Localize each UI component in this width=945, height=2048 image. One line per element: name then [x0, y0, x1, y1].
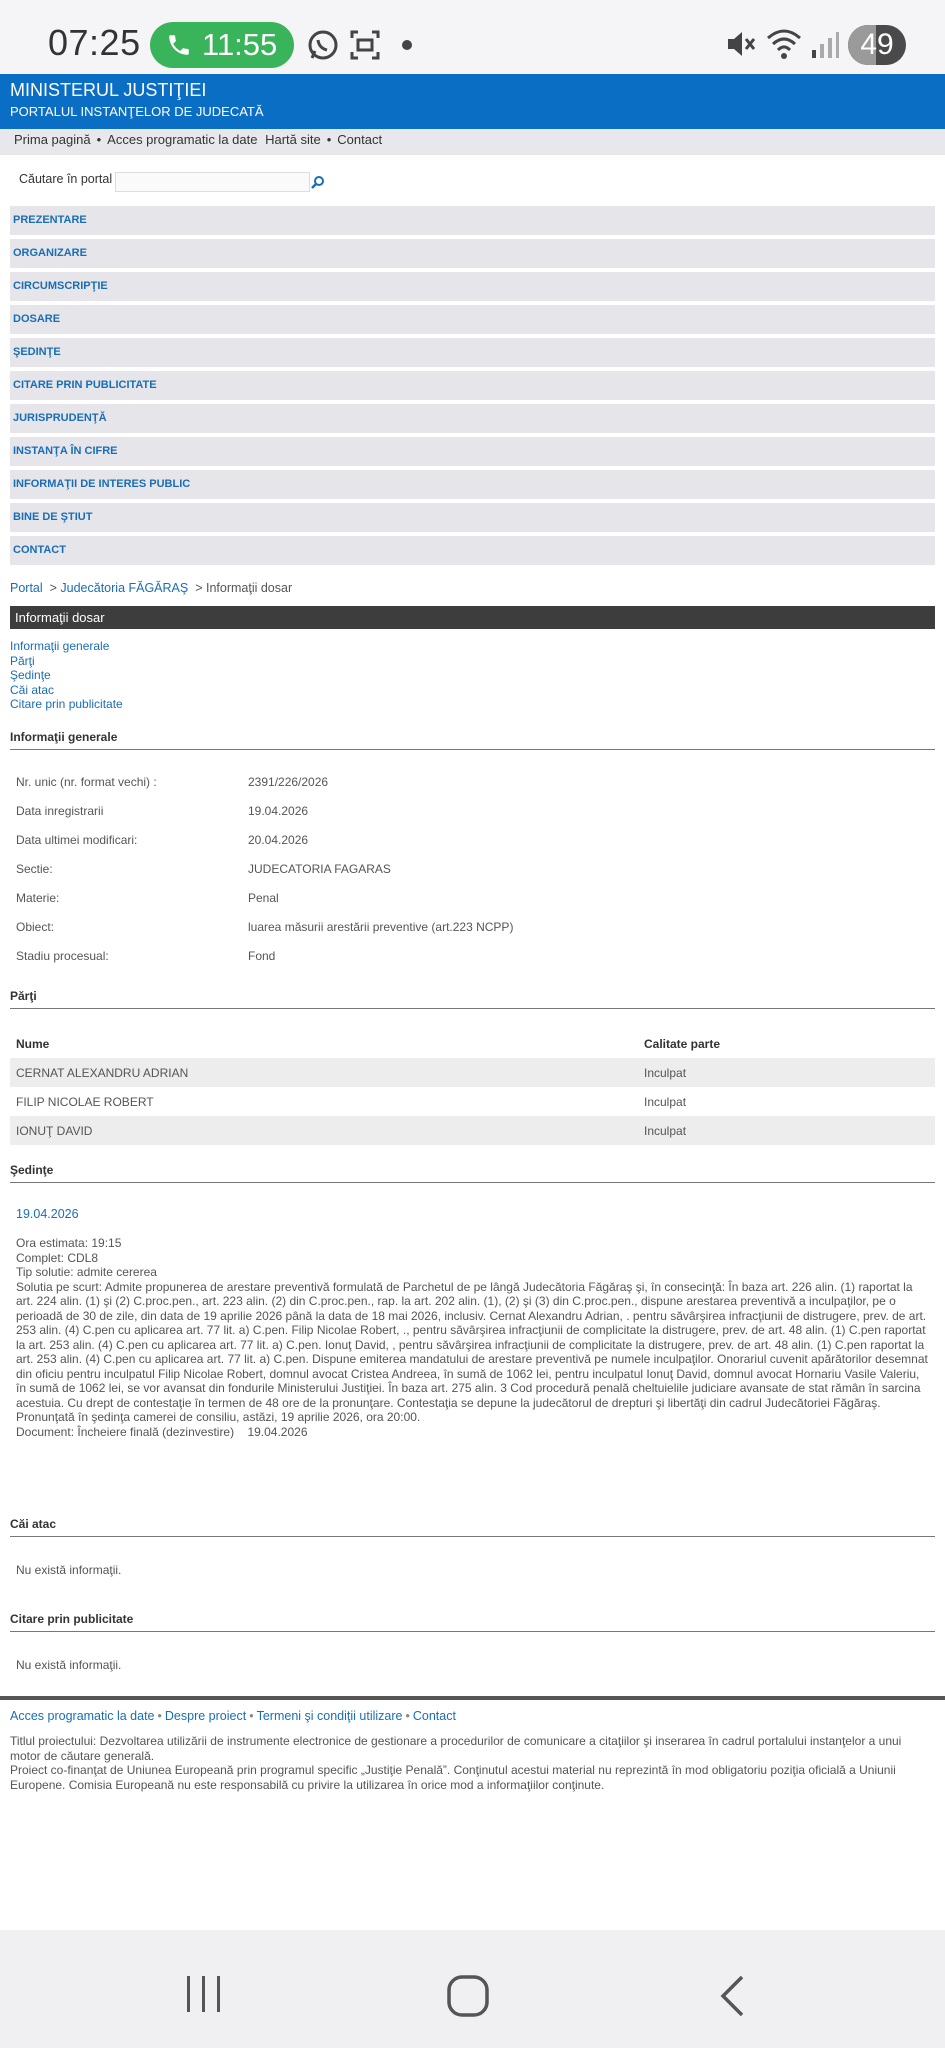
cai-atac-empty-text: Nu există informaţii. — [16, 1563, 122, 1577]
call-timer: 11:55 — [202, 27, 278, 62]
menu-prezentare[interactable]: PREZENTARE — [10, 206, 935, 235]
party-name: CERNAT ALEXANDRU ADRIAN — [16, 1066, 189, 1080]
field-value: Penal — [248, 891, 279, 905]
footer-link-terms[interactable]: Termeni şi condiţii utilizare — [256, 1709, 403, 1723]
menu-interes-public[interactable]: INFORMAŢII DE INTERES PUBLIC — [10, 470, 935, 499]
table-row — [10, 1087, 935, 1116]
hearing-panel: Complet: CDL8 — [16, 1250, 99, 1265]
menu-organizare[interactable]: ORGANIZARE — [10, 239, 935, 268]
field-value: JUDECATORIA FAGARAS — [248, 862, 391, 876]
table-header — [10, 1029, 935, 1058]
link-informatii-generale[interactable]: Informaţii generale — [10, 639, 110, 653]
site-title[interactable]: MINISTERUL JUSTIŢIEI — [10, 80, 207, 100]
footer-links — [10, 1709, 456, 1723]
menu-instanta-in-cifre[interactable]: INSTANŢA ÎN CIFRE — [10, 437, 935, 466]
field-label: Obiect: — [16, 920, 55, 934]
field-value: luarea măsurii arestării preventive (art.223 NCPP) — [248, 920, 514, 934]
breadcrumb-separator: > — [46, 581, 61, 595]
site-header — [0, 74, 945, 129]
link-parti[interactable]: Părţi — [10, 653, 35, 668]
menu-circumscriptie[interactable]: CIRCUMSCRIPŢIE — [10, 272, 935, 301]
field-label: Stadiu procesual: — [16, 949, 109, 963]
table-row — [10, 1058, 935, 1087]
breadcrumb-portal[interactable]: Portal — [10, 581, 43, 595]
topnav-contact[interactable]: Contact — [337, 132, 383, 147]
hearing-time: Ora estimata: 19:15 — [16, 1236, 122, 1250]
whatsapp-icon — [306, 28, 340, 62]
breadcrumb-current: Informaţii dosar — [205, 581, 293, 595]
topnav-home[interactable]: Prima pagină — [14, 132, 91, 147]
home-icon[interactable] — [446, 1974, 490, 2018]
hearing-solution-type: Tip solutie: admite cererea — [16, 1265, 157, 1279]
field-label: Materie: — [16, 891, 60, 905]
menu-bine-de-stiut[interactable]: BINE DE ŞTIUT — [10, 503, 935, 532]
search-label: Căutare în portal — [19, 172, 113, 186]
breadcrumb-court[interactable]: Judecătoria FĂGĂRAŞ — [60, 581, 189, 595]
notification-dot-icon — [402, 40, 412, 50]
field-label: Data inregistrarii — [16, 804, 104, 818]
party-role: Inculpat — [644, 1066, 687, 1080]
section-title-general: Informaţii generale — [10, 730, 935, 750]
party-role: Inculpat — [644, 1095, 687, 1109]
column-header-nume: Nume — [16, 1037, 50, 1051]
signal-icon — [810, 30, 840, 60]
phone-icon — [166, 32, 192, 58]
mute-icon — [724, 28, 756, 60]
breadcrumb — [10, 581, 292, 595]
field-value: 19.04.2026 — [248, 804, 309, 818]
party-role: Inculpat — [644, 1124, 687, 1138]
separator: • — [405, 1709, 410, 1723]
footer-link-contact[interactable]: Contact — [412, 1709, 456, 1723]
battery-indicator — [848, 25, 906, 65]
citare-empty-text: Nu există informaţii. — [16, 1658, 122, 1672]
field-label: Data ultimei modificari: — [16, 833, 138, 847]
wifi-icon — [766, 26, 806, 62]
link-cai-atac[interactable]: Căi atac — [10, 682, 55, 697]
search-input[interactable] — [115, 172, 310, 192]
search-icon[interactable] — [311, 175, 325, 189]
field-label: Sectie: — [16, 862, 53, 876]
parti-table — [10, 1029, 935, 1145]
menu-citare[interactable]: CITARE PRIN PUBLICITATE — [10, 371, 935, 400]
party-name: FILIP NICOLAE ROBERT — [16, 1095, 154, 1109]
footer-link-about[interactable]: Despre proiect — [164, 1709, 247, 1723]
footer-text — [10, 1734, 935, 1792]
footer-link-api[interactable]: Acces programatic la date — [10, 1709, 155, 1723]
recent-apps-icon[interactable] — [184, 1974, 224, 2014]
topnav-api[interactable]: Acces programatic la date — [107, 132, 258, 147]
section-title-cai-atac: Căi atac — [10, 1517, 935, 1537]
site-subtitle[interactable]: PORTALUL INSTANŢELOR DE JUDECATĂ — [10, 104, 264, 119]
clock: 07:25 — [48, 22, 141, 63]
section-links — [10, 639, 123, 712]
field-value: Fond — [248, 949, 276, 963]
footer-project-title: Titlul proiectului: Dezvoltarea utilizării de instrumente electronice de gestionare a procedurilor de comunicare a citaţiilor şi inserarea în cadrul portalului instanţelor a unui motor de căutare generală. — [10, 1734, 902, 1763]
link-sedinte[interactable]: Şedinţe — [10, 668, 51, 682]
menu-jurisprudenta[interactable]: JURISPRUDENŢĂ — [10, 404, 935, 433]
system-navigation-bar — [0, 1930, 945, 2048]
screenshot-icon — [348, 28, 382, 62]
back-icon[interactable] — [718, 1974, 748, 2018]
section-title-citare: Citare prin publicitate — [10, 1612, 935, 1632]
section-title-sedinte: Şedinţe — [10, 1163, 935, 1183]
separator: • — [249, 1709, 254, 1723]
topnav-sitemap[interactable]: Hartă site — [265, 132, 321, 147]
link-citare[interactable]: Citare prin publicitate — [10, 697, 123, 711]
menu-sedinte[interactable]: ŞEDINŢE — [10, 338, 935, 367]
section-title-parti: Părţi — [10, 989, 935, 1009]
footer-disclaimer: Proiect co-finanţat de Uniunea Europeană prin programul specific „Justiţie Penală”. Conţinutul acestui material nu reprezintă în mod obligatoriu poziţia oficială a Uniunii Europene. Comisia Europeană nu este responsabilă cu privire la utilizarea în orice mod a informaţiilor conţinute. — [10, 1763, 896, 1792]
party-name: IONUŢ DAVID — [16, 1124, 93, 1138]
ongoing-call-chip[interactable] — [150, 22, 294, 68]
top-navigation — [0, 129, 945, 155]
battery-level: 49 — [860, 28, 894, 61]
hearing-document: Document: Încheiere finală (dezinvestire) 19.04.2026 — [16, 1424, 308, 1439]
menu-contact[interactable]: CONTACT — [10, 536, 935, 565]
field-value: 20.04.2026 — [248, 833, 309, 847]
status-bar — [0, 0, 945, 74]
hearing-solution-summary: Solutia pe scurt: Admite propunerea de arestare preventivă formulată de Parchetul de pe lângă Judecătoria Făgăraş şi, în consecinţă: În baza art. 226 alin. (1) raportat la art. 224 alin. (1) şi (2) C.proc.pen., art. 223 alin. (2) din C.proc.pen., rap. la art. 202 alin. (1), (2) şi (3) din C.proc.pen., dispune arestarea preventivă a inculpaţilor, pe o perioadă de 30 de zile, din data de 19 aprilie 2026 până la data de 18 mai 2026, inclusiv. Cernat Alexandru Adrian, . pentru săvârşirea infracţiunii de distrugere, prev. de art. 253 alin. (4) C.pen cu aplicarea art. 77 lit. a) C.pen. Filip Nicolae Robert, ., pentru săvârşirea infracţiunii de complicitate la distrugere, prev. de art. 48 alin. (1) C.pen raportat la art. 253 alin. (4) C.pen cu aplicarea art. 77 lit. a) C.pen. Ionuţ David, , pentru săvârşirea infracţiunii de complicitate la distrugere, prev. de art. 48 alin. (1) C.pen raportat la art. 253 alin. (4) C.pen cu aplicarea art. 77 lit. a) C.pen. Dispune emiterea mandatului de arestare preventivă pe numele inculpaţilor. Onorariul cuvenit apărătorilor desemnat din oficiu pentru inculpatul Filip Nicolae Robert, domnul avocat Cristea Andreea, în sumă de 1062 lei, pentru inculpatul Ionuţ David, domnul avocat Hornariu Vasile Valeriu, în sumă de 1062 lei, se vor avansat din fondurile Ministerului Justiţiei. În baza art. 275 alin. 3 Cod procedură penală cheltuielile judiciare avansate de stat rămân în sarcina acestuia. Cu drept de contestaţie în termen de 48 ore de la pronunţare. Contestaţia se depune la judecătorul de drepturi şi libertăţi din cadrul Judecătoriei Făgăraş. Pronunţată în şedinţa camerei de consiliu, astăzi, 19 aprilie 2026, ora 20:00. — [16, 1279, 928, 1424]
separator: • — [326, 132, 332, 147]
field-value: 2391/226/2026 — [248, 775, 329, 789]
breadcrumb-separator: > — [191, 581, 206, 595]
page-title: Informaţii dosar — [10, 606, 935, 629]
separator: • — [96, 132, 102, 147]
field-label: Nr. unic (nr. format vechi) : — [16, 775, 157, 789]
column-header-calitate: Calitate parte — [644, 1037, 721, 1051]
hearing-date[interactable]: 19.04.2026 — [16, 1207, 79, 1221]
menu-dosare[interactable]: DOSARE — [10, 305, 935, 334]
main-menu — [10, 206, 935, 569]
hearing-details — [16, 1236, 931, 1439]
separator: • — [157, 1709, 162, 1723]
table-row — [10, 1116, 935, 1145]
footer-divider — [0, 1696, 945, 1700]
